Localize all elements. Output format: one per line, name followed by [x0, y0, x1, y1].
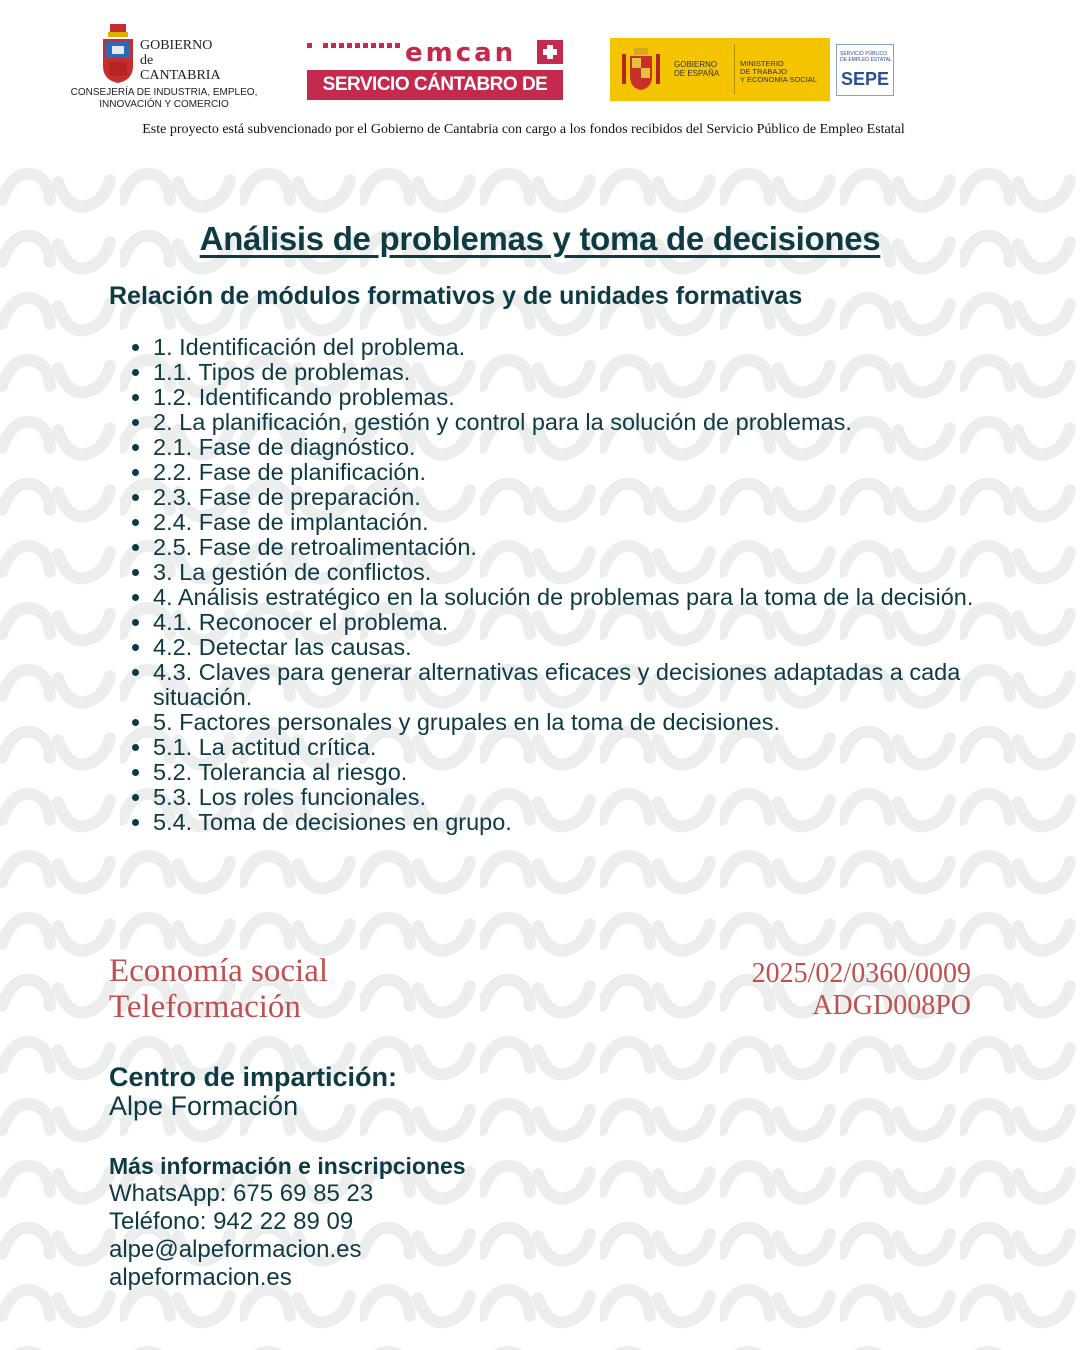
contact-label: Más información e inscripciones	[109, 1153, 466, 1179]
course-code: ADGD008PO	[812, 990, 971, 1021]
phone-contact[interactable]: Teléfono: 942 22 89 09	[109, 1208, 354, 1235]
emcan-logo	[307, 38, 563, 125]
list-item: • 2.2. Fase de planificación.	[153, 460, 989, 485]
sepe-small-line1: SERVICIO PÚBLICO	[840, 51, 888, 57]
list-item: • 5.4. Toma de decisiones en grupo.	[153, 810, 989, 835]
sepe-logo	[836, 44, 894, 96]
logo-text-gobierno: GOBIERNO	[140, 38, 213, 53]
logo-text-de: de	[140, 53, 154, 68]
list-item: • 1.1. Tipos de problemas.	[153, 360, 989, 385]
spain-coat-of-arms-icon	[620, 46, 662, 92]
course-codes	[752, 958, 971, 1022]
gob-line2: DE ESPAÑA	[674, 69, 720, 78]
email-link[interactable]: alpe@alpeformacion.es	[109, 1236, 362, 1263]
cantabria-logo-text	[140, 38, 221, 83]
list-item: • 2.1. Fase de diagnóstico.	[153, 435, 989, 460]
list-item: • 2.5. Fase de retroalimentación.	[153, 535, 989, 560]
list-item: • 5.1. La actitud crítica.	[153, 735, 989, 760]
list-item: • 4.3. Claves para generar alternativas eficaces y decisiones adaptadas a cada situación.	[153, 660, 989, 710]
consejeria-line1: CONSEJERÍA DE INDUSTRIA, EMPLEO,	[70, 87, 258, 98]
emcan-wordmark: emcan	[405, 38, 517, 68]
list-item: • 2.3. Fase de preparación.	[153, 485, 989, 510]
gobierno-espana-logo	[610, 38, 830, 101]
consejeria-line2: INNOVACIÓN Y COMERCIO	[99, 99, 229, 110]
list-item: • 5. Factores personales y grupales en la toma de decisiones.	[153, 710, 989, 735]
logo-text-cantabria: CANTABRIA	[140, 68, 221, 83]
modules-list	[109, 335, 989, 835]
modules-subtitle: Relación de módulos formativos y de unidades formativas	[109, 282, 803, 310]
contact-info	[109, 1180, 373, 1292]
sepe-small-line2: DE EMPLEO ESTATAL	[840, 57, 892, 63]
gob-line1: GOBIERNO	[674, 60, 718, 69]
subvencion-note: Este proyecto está subvencionado por el Gobierno de Cantabria con cargo a los fondos recibidos del Servicio Público de Empleo Estatal	[142, 122, 905, 137]
list-item: • 4. Análisis estratégico en la solución de problemas para la toma de la decisión.	[153, 585, 989, 610]
course-area	[109, 953, 328, 1025]
website-link[interactable]: alpeformacion.es	[109, 1264, 292, 1291]
cantabria-shield-icon	[100, 24, 136, 84]
ministerio-text	[740, 60, 817, 84]
list-item: • 2. La planificación, gestión y control para la solución de problemas.	[153, 410, 989, 435]
list-item: • 4.1. Reconocer el problema.	[153, 610, 989, 635]
course-title: Análisis de problemas y toma de decisiones	[199, 220, 881, 257]
min-line1: MINISTERIO	[740, 59, 784, 68]
list-item: • 4.2. Detectar las causas.	[153, 635, 989, 660]
gobierno-espana-text	[674, 60, 719, 78]
list-item: • 1. Identificación del problema.	[153, 335, 989, 360]
emcan-bar-text: SERVICIO CÁNTABRO DE EMPLEO	[307, 70, 563, 100]
header	[0, 0, 1080, 150]
list-item: • 5.2. Tolerancia al riesgo.	[153, 760, 989, 785]
min-line3: Y ECONOMÍA SOCIAL	[740, 75, 817, 84]
emcan-plus-icon	[537, 40, 563, 64]
list-item: • 5.3. Los roles funcionales.	[153, 785, 989, 810]
gobierno-cantabria-logo	[68, 22, 260, 114]
whatsapp-contact[interactable]: WhatsApp: 675 69 85 23	[109, 1180, 374, 1207]
list-item: • 2.4. Fase de implantación.	[153, 510, 989, 535]
centro-label: Centro de impartición:	[109, 1062, 398, 1092]
expediente-code: 2025/02/0360/0009	[751, 958, 971, 989]
sepe-small-text	[840, 51, 892, 63]
course-modality: Teleformación	[109, 989, 301, 1025]
list-item: • 3. La gestión de conflictos.	[153, 560, 989, 585]
emcan-dots-icon	[307, 43, 400, 48]
course-family: Economía social	[109, 953, 329, 989]
min-line2: DE TRABAJO	[740, 67, 787, 76]
list-item: • 1.2. Identificando problemas.	[153, 385, 989, 410]
consejeria-text	[68, 87, 260, 111]
centro-name: Alpe Formación	[109, 1091, 299, 1121]
logo-divider	[734, 44, 735, 94]
sepe-wordmark: SEPE	[841, 69, 890, 89]
